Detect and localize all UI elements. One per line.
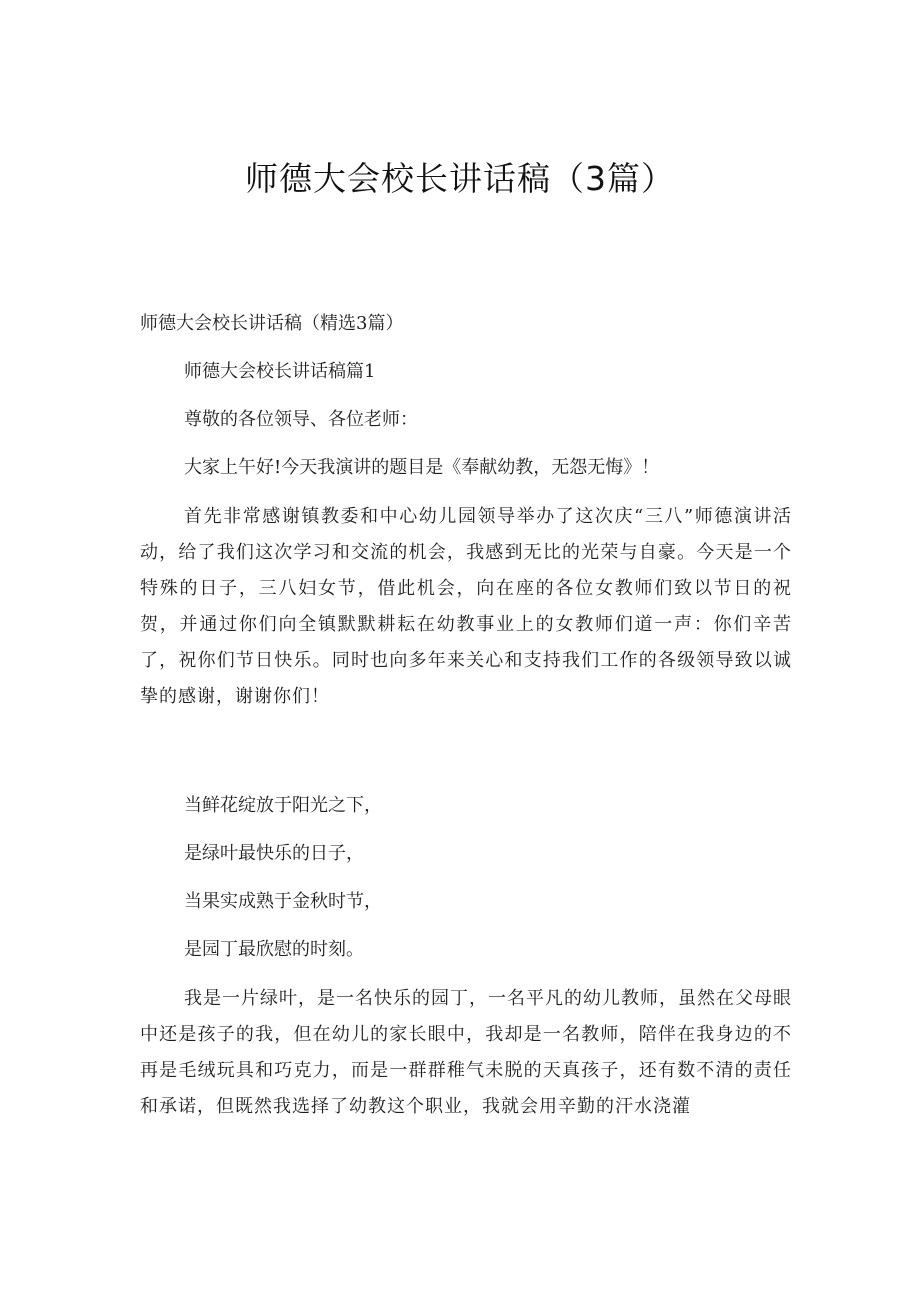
paragraph-1: 首先非常感谢镇教委和中心幼儿园领导举办了这次庆“三八”师德演讲活动，给了我们这次学习和交流的机会，我感到无比的光荣与自豪。今天是一个特殊的日子，三八妇女节，借此机会，向在座的各位女教师们致以节日的祝贺，并通过你们向全镇默默耕耘在幼教事业上的女教师们道一声：你们辛苦了，祝你们节日快乐。同时也向多年来关心和支持我们工作的各级领导致以诚挚的感谢，谢谢你们！ <box>140 506 792 707</box>
greeting: 大家上午好!今天我演讲的题目是《奉献幼教，无怨无悔》！ <box>184 457 660 478</box>
document-subtitle: 师德大会校长讲话稿（精选3篇） <box>140 313 404 334</box>
poem-line: 是园丁最欣慰的时刻。 <box>184 939 364 960</box>
poem-line: 当果实成熟于金秋时节， <box>184 891 382 912</box>
poem-line: 当鲜花绽放于阳光之下， <box>184 795 382 816</box>
paragraph-2: 我是一片绿叶，是一名快乐的园丁，一名平凡的幼儿教师，虽然在父母眼中还是孩子的我，但在幼儿的家长眼中，我却是一名教师，陪伴在我身边的不再是毛绒玩具和巧克力，而是一群群稚气未脱的天真孩子，还有数不清的责任和承诺，但既然我选择了幼教这个职业，我就会用辛勤的汗水浇灌 <box>140 988 792 1117</box>
section-heading: 师德大会校长讲话稿篇1 <box>184 361 376 382</box>
poem-line: 是绿叶最快乐的日子， <box>184 843 364 864</box>
salutation: 尊敬的各位领导、各位老师： <box>184 409 418 430</box>
document-title: 师德大会校长讲话稿（3篇） <box>245 159 675 198</box>
